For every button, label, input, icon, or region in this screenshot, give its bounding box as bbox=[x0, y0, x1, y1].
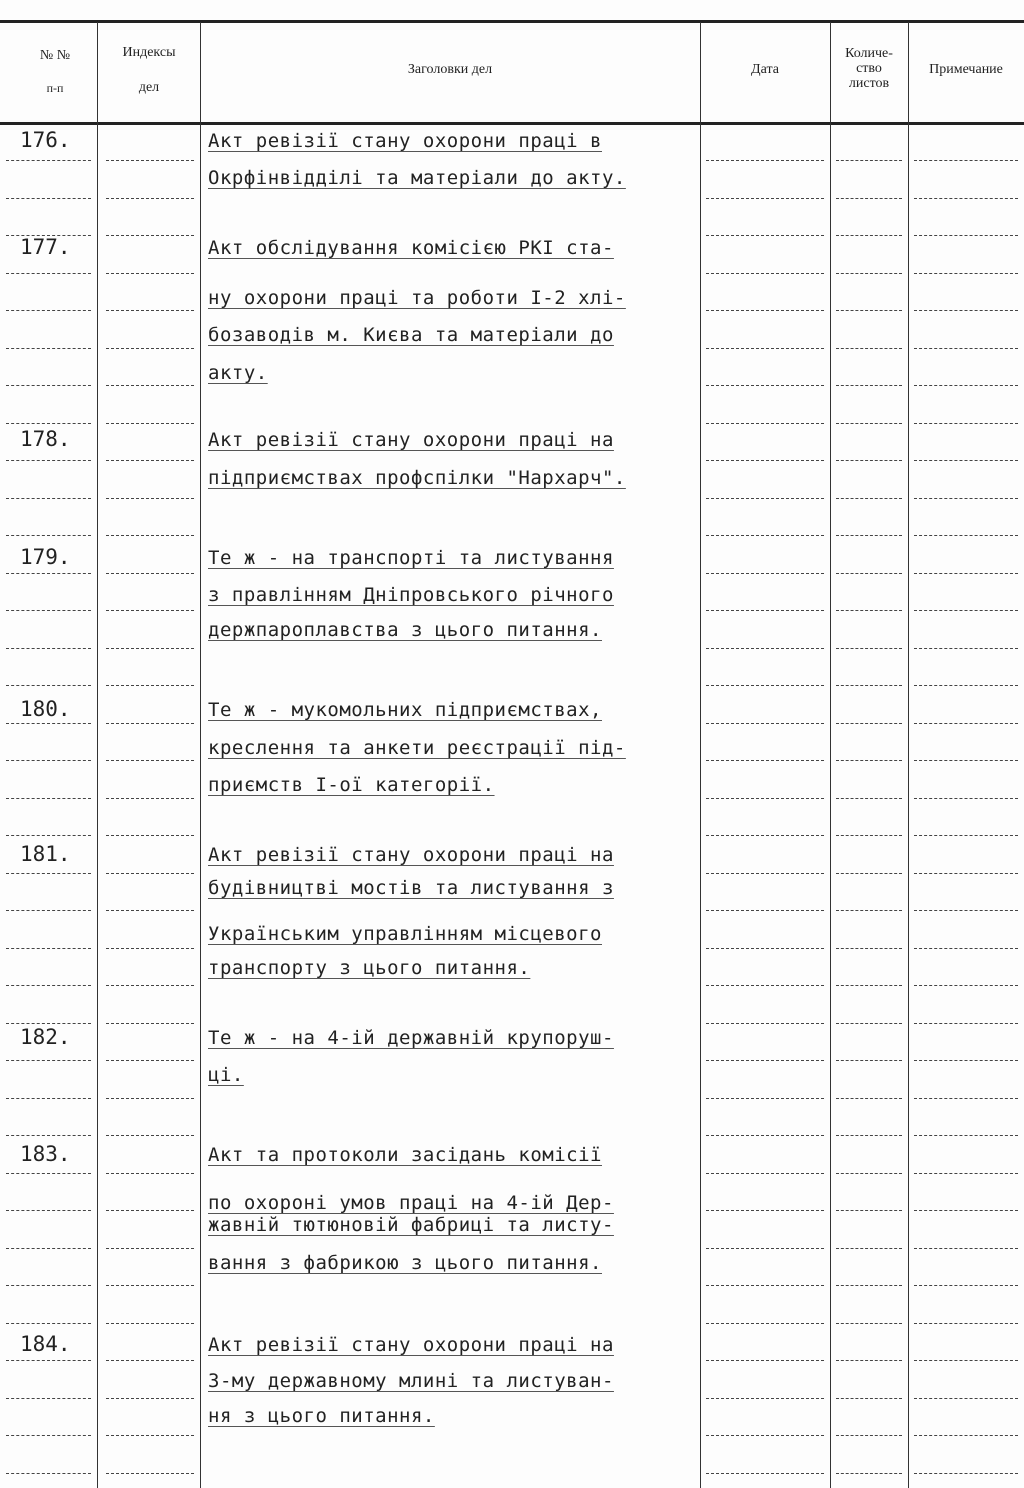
ruled-line bbox=[706, 310, 824, 311]
ruled-line bbox=[6, 1173, 91, 1174]
ruled-line bbox=[106, 760, 194, 761]
ruled-line bbox=[914, 1360, 1018, 1361]
ruled-line bbox=[914, 198, 1018, 199]
ruled-line bbox=[836, 235, 902, 236]
ruled-line bbox=[106, 685, 194, 686]
ruled-line bbox=[6, 798, 91, 799]
ruled-line bbox=[106, 985, 194, 986]
ruled-line bbox=[836, 910, 902, 911]
ruled-line bbox=[914, 385, 1018, 386]
ruled-line bbox=[914, 1210, 1018, 1211]
ruled-line bbox=[836, 1210, 902, 1211]
ruled-line bbox=[836, 1098, 902, 1099]
ruled-line bbox=[6, 385, 91, 386]
ruled-line bbox=[6, 460, 91, 461]
ruled-line bbox=[706, 1435, 824, 1436]
entry-number: 179. bbox=[20, 545, 71, 569]
header-count-label: ство bbox=[856, 61, 882, 76]
ruled-line bbox=[106, 385, 194, 386]
ruled-line bbox=[6, 760, 91, 761]
ruled-line bbox=[836, 685, 902, 686]
ruled-line bbox=[6, 535, 91, 536]
ruled-line bbox=[106, 1023, 194, 1024]
ruled-line bbox=[706, 385, 824, 386]
entry-number: 181. bbox=[20, 842, 71, 866]
ruled-line bbox=[914, 423, 1018, 424]
ruled-line bbox=[836, 1173, 902, 1174]
ruled-line bbox=[6, 1248, 91, 1249]
ruled-line bbox=[106, 348, 194, 349]
column-divider bbox=[908, 22, 909, 1488]
entry-number: 184. bbox=[20, 1332, 71, 1356]
entry-title-line: ну охорони праці та роботи І-2 хлі- bbox=[208, 287, 626, 309]
entry-title-line: Акт ревізії стану охорони праці на bbox=[208, 1334, 614, 1356]
entry-title-line: підприємствах профспілки "Нархарч". bbox=[208, 467, 626, 489]
ruled-line bbox=[914, 273, 1018, 274]
ruled-line bbox=[106, 1285, 194, 1286]
header-date: Дата bbox=[751, 62, 779, 77]
header-note: Примечание bbox=[929, 62, 1003, 77]
ruled-line bbox=[914, 1285, 1018, 1286]
ruled-line bbox=[914, 1323, 1018, 1324]
entry-number: 178. bbox=[20, 427, 71, 451]
ruled-line bbox=[106, 235, 194, 236]
ruled-line bbox=[706, 1210, 824, 1211]
ruled-line bbox=[706, 798, 824, 799]
ruled-line bbox=[106, 273, 194, 274]
ruled-line bbox=[706, 348, 824, 349]
ruled-line bbox=[914, 1398, 1018, 1399]
ruled-line bbox=[6, 1398, 91, 1399]
ruled-line bbox=[106, 1360, 194, 1361]
ruled-line bbox=[914, 685, 1018, 686]
ruled-line bbox=[106, 198, 194, 199]
entry-number: 183. bbox=[20, 1142, 71, 1166]
ruled-line bbox=[836, 1285, 902, 1286]
ruled-line bbox=[106, 1098, 194, 1099]
entry-title-line: жавній тютюновій фабриці та листу- bbox=[208, 1214, 614, 1236]
ruled-line bbox=[6, 423, 91, 424]
ruled-line bbox=[914, 985, 1018, 986]
ruled-line bbox=[836, 1323, 902, 1324]
ruled-line bbox=[914, 1135, 1018, 1136]
ruled-line bbox=[836, 1248, 902, 1249]
header-count-label: листов bbox=[848, 76, 890, 91]
ruled-line bbox=[6, 873, 91, 874]
entry-title-line: вання з фабрикою з цього питання. bbox=[208, 1252, 602, 1274]
ruled-line bbox=[706, 835, 824, 836]
ruled-line bbox=[706, 460, 824, 461]
header-number-sub: п-п bbox=[46, 81, 64, 95]
ruled-line bbox=[836, 460, 902, 461]
ruled-line bbox=[836, 835, 902, 836]
ruled-line bbox=[706, 535, 824, 536]
ruled-line bbox=[706, 160, 824, 161]
ruled-line bbox=[706, 1023, 824, 1024]
ruled-line bbox=[836, 348, 902, 349]
ruled-line bbox=[106, 1248, 194, 1249]
header-index-sub: дел bbox=[138, 80, 160, 95]
ruled-line bbox=[106, 1398, 194, 1399]
ruled-line bbox=[914, 498, 1018, 499]
ruled-line bbox=[706, 1360, 824, 1361]
ruled-line bbox=[706, 1173, 824, 1174]
ruled-line bbox=[914, 798, 1018, 799]
ruled-line bbox=[706, 573, 824, 574]
ruled-line bbox=[914, 948, 1018, 949]
entry-number: 182. bbox=[20, 1025, 71, 1049]
ruled-line bbox=[836, 310, 902, 311]
ruled-line bbox=[106, 1060, 194, 1061]
ruled-line bbox=[836, 948, 902, 949]
ruled-line bbox=[836, 648, 902, 649]
ruled-line bbox=[706, 1098, 824, 1099]
ruled-line bbox=[836, 273, 902, 274]
ruled-line bbox=[6, 835, 91, 836]
ruled-line bbox=[914, 160, 1018, 161]
ruled-line bbox=[6, 348, 91, 349]
ruled-line bbox=[836, 498, 902, 499]
ruled-line bbox=[106, 1323, 194, 1324]
top-rule bbox=[0, 20, 1024, 23]
ruled-line bbox=[6, 235, 91, 236]
entry-title-line: ня з цього питання. bbox=[208, 1405, 435, 1427]
ruled-line bbox=[6, 1210, 91, 1211]
ruled-line bbox=[6, 1135, 91, 1136]
ruled-line bbox=[106, 610, 194, 611]
ruled-line bbox=[706, 910, 824, 911]
ruled-line bbox=[706, 198, 824, 199]
ruled-line bbox=[6, 1435, 91, 1436]
ruled-line bbox=[914, 1023, 1018, 1024]
ruled-line bbox=[106, 798, 194, 799]
entry-title-line: ці. bbox=[208, 1064, 244, 1086]
ruled-line bbox=[106, 460, 194, 461]
ruled-line bbox=[106, 310, 194, 311]
column-divider bbox=[830, 22, 831, 1488]
entry-title-line: транспорту з цього питання. bbox=[208, 957, 531, 979]
ruled-line bbox=[706, 1248, 824, 1249]
ruled-line bbox=[6, 648, 91, 649]
ruled-line bbox=[6, 160, 91, 161]
ruled-line bbox=[836, 385, 902, 386]
entry-title-line: Акт ревізії стану охорони праці в bbox=[208, 130, 602, 152]
column-divider bbox=[200, 22, 201, 1488]
ruled-line bbox=[706, 948, 824, 949]
ruled-line bbox=[836, 423, 902, 424]
ruled-line bbox=[914, 310, 1018, 311]
ruled-line bbox=[836, 723, 902, 724]
ruled-line bbox=[706, 610, 824, 611]
header-count bbox=[830, 46, 908, 91]
ruled-line bbox=[836, 1435, 902, 1436]
entry-title-line: приємств І-ої категорії. bbox=[208, 774, 495, 796]
ruled-line bbox=[836, 798, 902, 799]
ruled-line bbox=[836, 198, 902, 199]
ruled-line bbox=[106, 535, 194, 536]
header-index bbox=[100, 45, 198, 95]
entry-title-line: Акт обслідування комісією РКІ ста- bbox=[208, 237, 614, 259]
header-index-label: Индексы bbox=[122, 45, 176, 60]
ruled-line bbox=[106, 835, 194, 836]
ruled-line bbox=[914, 648, 1018, 649]
ruled-line bbox=[706, 423, 824, 424]
ruled-line bbox=[6, 910, 91, 911]
entry-title-line: бозаводів м. Києва та матеріали до bbox=[208, 324, 614, 346]
ruled-line bbox=[914, 1248, 1018, 1249]
ruled-line bbox=[6, 1285, 91, 1286]
ruled-line bbox=[706, 1323, 824, 1324]
entry-title-line: Акт та протоколи засідань комісії bbox=[208, 1144, 602, 1166]
ruled-line bbox=[6, 1473, 91, 1474]
ruled-line bbox=[106, 160, 194, 161]
ruled-line bbox=[106, 423, 194, 424]
ruled-line bbox=[6, 948, 91, 949]
header-count-label: Количе- bbox=[845, 46, 893, 61]
entry-title-line: акту. bbox=[208, 362, 268, 384]
ruled-line bbox=[914, 1435, 1018, 1436]
ruled-line bbox=[6, 198, 91, 199]
ruled-line bbox=[706, 273, 824, 274]
ruled-line bbox=[836, 1135, 902, 1136]
ruled-line bbox=[836, 1060, 902, 1061]
ruled-line bbox=[706, 648, 824, 649]
ruled-line bbox=[836, 610, 902, 611]
ruled-line bbox=[706, 1285, 824, 1286]
ruled-line bbox=[914, 873, 1018, 874]
ruled-line bbox=[106, 873, 194, 874]
entry-title-line: 3-му державному млині та листуван- bbox=[208, 1370, 614, 1392]
ruled-line bbox=[836, 985, 902, 986]
ruled-line bbox=[914, 348, 1018, 349]
ruled-line bbox=[6, 310, 91, 311]
ruled-line bbox=[106, 910, 194, 911]
ruled-line bbox=[706, 1398, 824, 1399]
ruled-line bbox=[836, 1360, 902, 1361]
ruled-line bbox=[6, 610, 91, 611]
entry-title-line: Акт ревізії стану охорони праці на bbox=[208, 844, 614, 866]
ruled-line bbox=[6, 685, 91, 686]
ruled-line bbox=[106, 1135, 194, 1136]
header-number bbox=[20, 48, 90, 96]
ruled-line bbox=[914, 535, 1018, 536]
ruled-line bbox=[836, 160, 902, 161]
entry-title-line: Те ж - на транспорті та листування bbox=[208, 547, 614, 569]
ruled-line bbox=[6, 1360, 91, 1361]
entry-title-line: з правлінням Дніпровського річного bbox=[208, 584, 614, 606]
ruled-line bbox=[106, 648, 194, 649]
entry-number: 177. bbox=[20, 235, 71, 259]
ruled-line bbox=[706, 985, 824, 986]
ruled-line bbox=[106, 1473, 194, 1474]
ruled-line bbox=[6, 273, 91, 274]
ruled-line bbox=[106, 948, 194, 949]
ruled-line bbox=[6, 1323, 91, 1324]
ruled-line bbox=[706, 760, 824, 761]
entry-title-line: Окрфінвідділі та матеріали до акту. bbox=[208, 167, 626, 189]
ruled-line bbox=[914, 460, 1018, 461]
ruled-line bbox=[836, 1473, 902, 1474]
ruled-line bbox=[836, 1398, 902, 1399]
ruled-line bbox=[706, 723, 824, 724]
ruled-line bbox=[706, 685, 824, 686]
column-divider bbox=[700, 22, 701, 1488]
entry-number: 180. bbox=[20, 697, 71, 721]
ruled-line bbox=[914, 1060, 1018, 1061]
ruled-line bbox=[914, 610, 1018, 611]
ruled-line bbox=[106, 1210, 194, 1211]
entry-title-line: Те ж - на 4-ій державній крупоруш- bbox=[208, 1027, 614, 1049]
ruled-line bbox=[106, 1173, 194, 1174]
ruled-line bbox=[914, 1473, 1018, 1474]
ruled-line bbox=[6, 573, 91, 574]
ruled-line bbox=[106, 573, 194, 574]
entry-title-line: Акт ревізії стану охорони праці на bbox=[208, 429, 614, 451]
ruled-line bbox=[914, 1173, 1018, 1174]
ruled-line bbox=[836, 1023, 902, 1024]
ruled-line bbox=[914, 835, 1018, 836]
ruled-line bbox=[706, 1473, 824, 1474]
ruled-line bbox=[914, 723, 1018, 724]
ruled-line bbox=[706, 873, 824, 874]
ruled-line bbox=[914, 235, 1018, 236]
entry-title-line: по охороні умов праці на 4-ій Дер- bbox=[208, 1192, 614, 1214]
column-divider bbox=[97, 22, 98, 1488]
ruled-line bbox=[914, 910, 1018, 911]
entry-title-line: будівництві мостів та листування з bbox=[208, 877, 614, 899]
ruled-line bbox=[706, 1135, 824, 1136]
ruled-line bbox=[106, 723, 194, 724]
entry-title-line: держпароплавства з цього питання. bbox=[208, 619, 602, 641]
ruled-line bbox=[706, 498, 824, 499]
ruled-line bbox=[836, 535, 902, 536]
header-title: Заголовки дел bbox=[407, 62, 493, 77]
header-number-label: № № bbox=[39, 48, 71, 63]
ruled-line bbox=[6, 1023, 91, 1024]
entry-number: 176. bbox=[20, 128, 71, 152]
ruled-line bbox=[836, 873, 902, 874]
ruled-line bbox=[6, 1060, 91, 1061]
entry-title-line: креслення та анкети реєстрації під- bbox=[208, 737, 626, 759]
entry-title-line: Українським управлінням місцевого bbox=[208, 923, 602, 945]
ruled-line bbox=[836, 573, 902, 574]
ruled-line bbox=[706, 1060, 824, 1061]
header-rule bbox=[0, 122, 1024, 125]
ruled-line bbox=[106, 1435, 194, 1436]
entry-title-line: Те ж - мукомольних підприємствах, bbox=[208, 699, 602, 721]
ruled-line bbox=[914, 760, 1018, 761]
ruled-line bbox=[914, 573, 1018, 574]
ruled-line bbox=[914, 1098, 1018, 1099]
ruled-line bbox=[6, 1098, 91, 1099]
ruled-line bbox=[6, 985, 91, 986]
ruled-line bbox=[106, 498, 194, 499]
ruled-line bbox=[6, 498, 91, 499]
ruled-line bbox=[706, 235, 824, 236]
ruled-line bbox=[836, 760, 902, 761]
ruled-line bbox=[6, 723, 91, 724]
